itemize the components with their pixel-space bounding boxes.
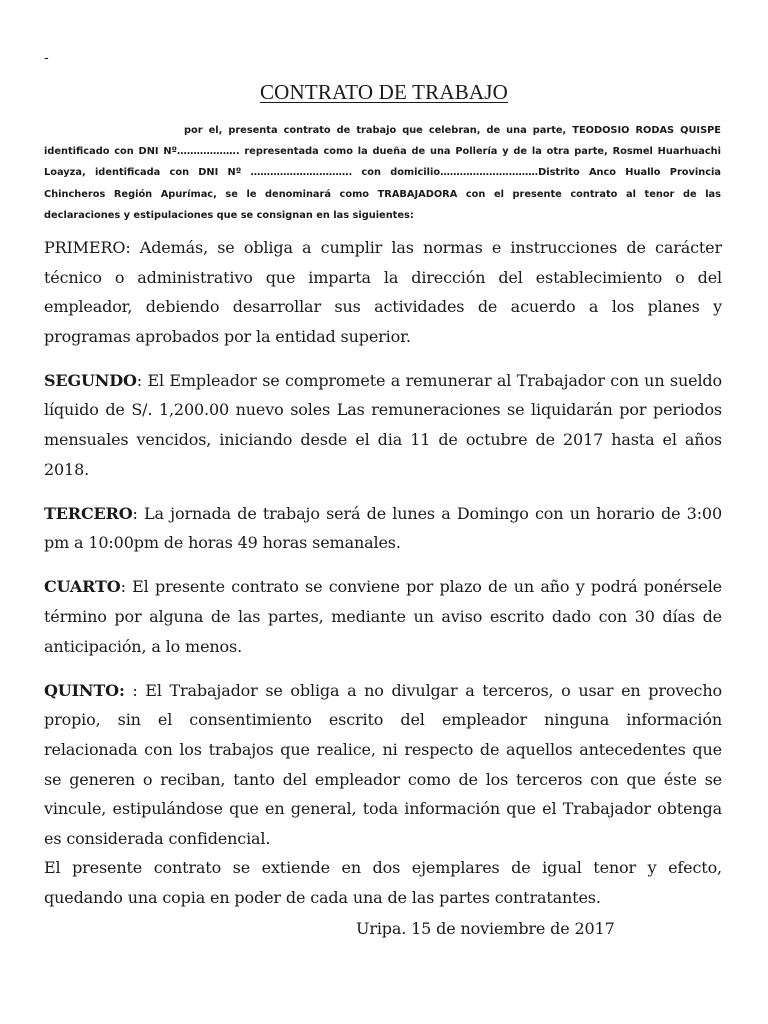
- clause-label: SEGUNDO: [44, 370, 137, 390]
- place-date: Uripa. 15 de noviembre de 2017: [356, 919, 615, 938]
- clause-quinto: [44, 676, 722, 854]
- clause-label: CUARTO: [44, 577, 121, 597]
- stray-mark: -: [44, 50, 49, 66]
- clause-label: QUINTO:: [44, 680, 125, 700]
- clause-segundo: [44, 366, 722, 484]
- clause-separator: :: [125, 238, 131, 257]
- clause-primero: [44, 233, 722, 351]
- clause-separator: :: [132, 503, 138, 523]
- clause-text: Además, se obliga a cumplir las normas e instrucciones de carácter técnico o administrativo que imparta la dirección del establecimiento o del empleador, debiendo desarrollar sus actividades de acuerdo a los planes y programas aprobados por la entidad superior.: [44, 238, 722, 346]
- clause-label: PRIMERO: [44, 238, 126, 257]
- clause-text: El presente contrato se conviene por plazo de un año y podrá ponérsele término por alguna de las partes, mediante un aviso escrito dado con 30 días de anticipación, a lo menos.: [44, 577, 722, 656]
- clause-separator: :: [136, 370, 143, 390]
- clause-text: La jornada de trabajo será de lunes a Domingo con un horario de 3:00 pm a 10:00pm de horas 49 horas semanales.: [44, 503, 722, 553]
- intro-text: por el, presenta contrato de trabajo que celebran, de una parte, TEODOSIO RODAS QUISPE identificado con DNI Nº………………. representada como la dueña de una Pollería y de la otra parte, Rosmel Huarhuachi Loayza, identificada con DNI Nº …………………………. con domicilio…………………………Distrito Anco Huallo Provincia Chincheros Región Apurímac, se le denominará como TRABAJADORA con el presente contrato al tenor de las declaraciones y estipulaciones que se consignan en las siguientes:: [44, 125, 721, 221]
- clause-separator: :: [120, 577, 126, 597]
- clause-text: El Empleador se compromete a remunerar al Trabajador con un sueldo líquido de S/. 1,200.00 nuevo soles Las remuneraciones se liquidarán por periodos mensuales vencidos, iniciando desde el dia 11 de octubre de 2017 hasta el años 2018.: [44, 370, 722, 479]
- clause-cuarto: [44, 572, 722, 661]
- document-title: CONTRATO DE TRABAJO: [259, 80, 509, 104]
- clause-text: : El Trabajador se obliga a no divulgar a terceros, o usar en provecho propio, sin el consentimiento escrito del empleador ninguna información relacionada con los trabajos que realice, ni respecto de aquellos antecedentes que se generen o reciban, tanto del empleador como de los terceros con que éste se vincule, estipulándose que en general, toda información que el Trabajador obtenga es considerada confidencial.: [44, 680, 722, 848]
- clauses-body: [44, 233, 722, 912]
- clause-label: TERCERO: [44, 503, 133, 523]
- clause-tercero: [44, 499, 722, 558]
- closing-paragraph: El presente contrato se extiende en dos ejemplares de igual tenor y efecto, quedando una copia en poder de cada una de las partes contratantes.: [44, 858, 722, 907]
- intro-paragraph: [44, 120, 721, 226]
